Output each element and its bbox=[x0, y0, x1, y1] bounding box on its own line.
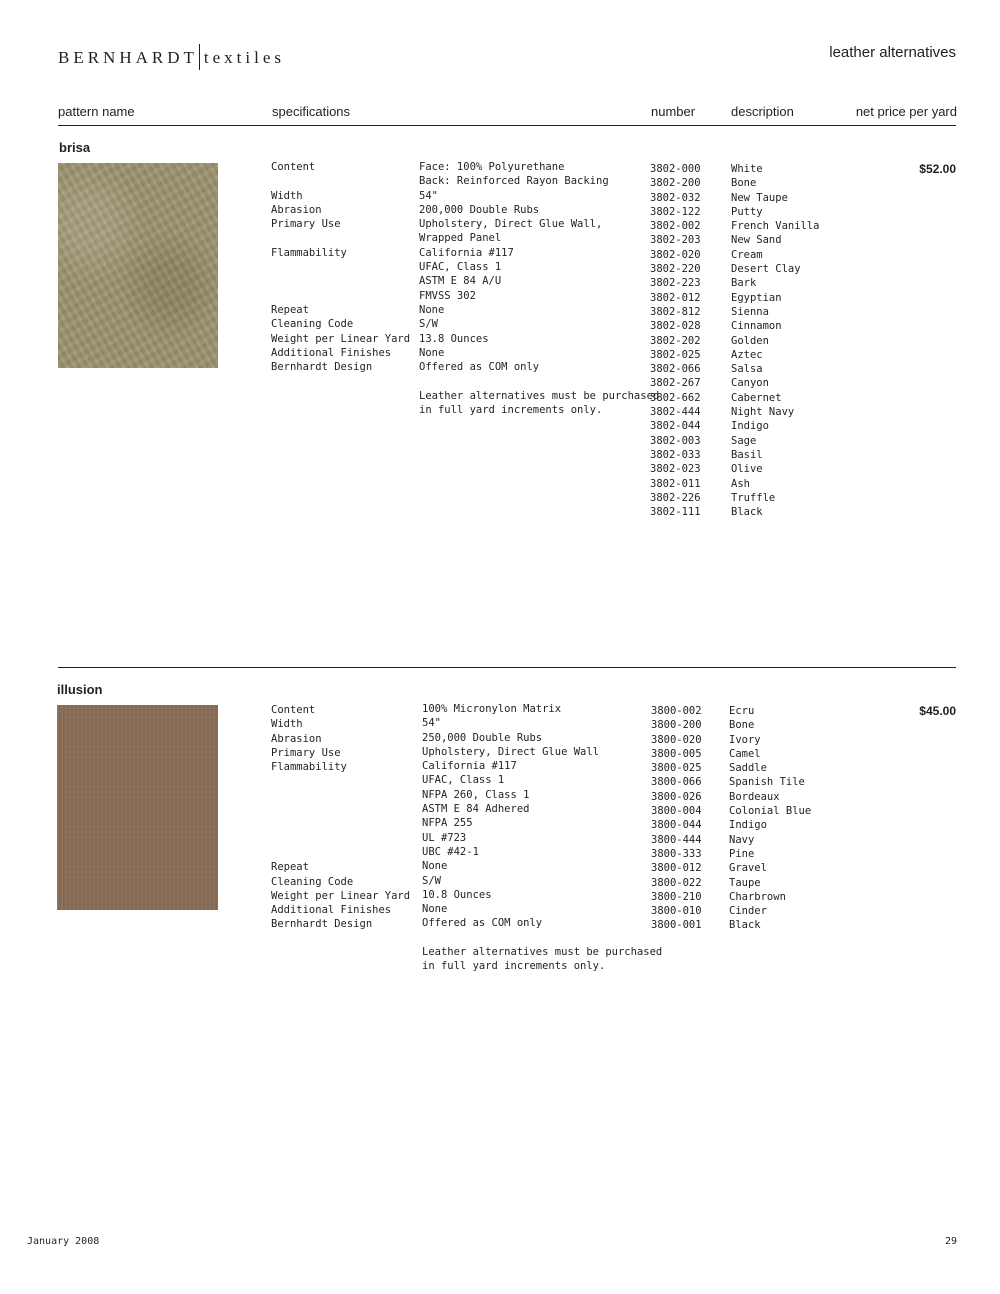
spec-value-item: Face: 100% Polyurethane bbox=[419, 161, 565, 173]
spec-label-item: Width bbox=[271, 718, 303, 731]
spec-value-item: Back: Reinforced Rayon Backing bbox=[419, 175, 609, 188]
color-number-item: 3802-111 bbox=[650, 506, 701, 519]
color-number-item: 3802-012 bbox=[650, 291, 701, 304]
spec-value-item bbox=[422, 931, 662, 945]
spec-label-item bbox=[271, 803, 410, 817]
spec-label-item: Primary Use bbox=[271, 746, 341, 759]
spec-value-item: None bbox=[419, 346, 445, 359]
color-number-item: 3802-444 bbox=[650, 406, 701, 419]
spec-label-item: Weight per Linear Yard bbox=[271, 332, 411, 345]
color-description-item: White bbox=[731, 163, 763, 175]
spec-label-item bbox=[271, 789, 410, 803]
spec-value-item: 10.8 Ounces bbox=[422, 888, 492, 901]
color-description-item: Cream bbox=[731, 248, 763, 261]
color-number-item: 3800-012 bbox=[651, 862, 702, 875]
color-number-item: 3802-267 bbox=[650, 377, 701, 390]
spec-label-item: Content bbox=[271, 161, 316, 173]
column-header-specifications: specifications bbox=[272, 104, 351, 119]
spec-value-item: in full yard increments only. bbox=[422, 960, 606, 973]
spec-value-item: Offered as COM only bbox=[419, 361, 540, 374]
footer-date: January 2008 bbox=[27, 1236, 100, 1247]
net-price: $45.00 bbox=[919, 704, 956, 718]
color-number-item: 3802-002 bbox=[650, 220, 701, 233]
color-description-item: Colonial Blue bbox=[729, 805, 812, 818]
color-description-item: Putty bbox=[731, 205, 763, 218]
color-description-item: Sage bbox=[731, 434, 757, 447]
color-description-item: Ecru bbox=[729, 705, 755, 717]
spec-labels bbox=[271, 160, 410, 374]
color-number-item: 3802-032 bbox=[650, 191, 701, 204]
spec-value-item: 200,000 Double Rubs bbox=[419, 203, 540, 216]
column-header-description: description bbox=[731, 104, 794, 119]
color-description-item: Bordeaux bbox=[729, 790, 780, 803]
brand-name: BERNHARDT bbox=[58, 48, 198, 67]
spec-label-item bbox=[271, 274, 410, 288]
color-number-item: 3800-004 bbox=[651, 805, 702, 818]
color-description-item: New Sand bbox=[731, 234, 782, 247]
color-numbers bbox=[650, 162, 701, 519]
color-description-item: Cinnamon bbox=[731, 320, 782, 333]
color-descriptions bbox=[731, 162, 820, 519]
brand-logo bbox=[58, 44, 285, 70]
color-number-item: 3800-002 bbox=[651, 705, 702, 717]
spec-label-item: Repeat bbox=[271, 861, 309, 874]
color-description-item: Bone bbox=[729, 719, 755, 732]
spec-label-item bbox=[271, 260, 410, 274]
spec-label-item bbox=[271, 832, 410, 846]
color-description-item: Egyptian bbox=[731, 291, 782, 304]
color-number-item: 3800-210 bbox=[651, 890, 702, 903]
spec-value-item: None bbox=[422, 860, 448, 873]
spec-value-item: 54" bbox=[422, 717, 441, 730]
color-number-item: 3802-044 bbox=[650, 420, 701, 433]
color-description-item: Salsa bbox=[731, 363, 763, 376]
color-description-item: Navy bbox=[729, 833, 755, 846]
color-numbers bbox=[651, 704, 702, 933]
color-description-item: Night Navy bbox=[731, 406, 795, 419]
net-price: $52.00 bbox=[919, 162, 956, 176]
spec-value-item bbox=[419, 374, 659, 388]
spec-label-item bbox=[271, 846, 410, 860]
color-number-item: 3802-203 bbox=[650, 234, 701, 247]
spec-value-item: California #117 bbox=[422, 760, 517, 773]
spec-label-item: Abrasion bbox=[271, 203, 322, 216]
color-description-item: Bark bbox=[731, 277, 757, 290]
section-divider bbox=[58, 667, 956, 668]
color-number-item: 3802-202 bbox=[650, 334, 701, 347]
color-number-item: 3800-333 bbox=[651, 847, 702, 860]
color-description-item: Cabernet bbox=[731, 391, 782, 404]
color-description-item: Black bbox=[731, 506, 763, 519]
spec-value-item: S/W bbox=[422, 874, 441, 887]
spec-value-item: UFAC, Class 1 bbox=[422, 774, 505, 787]
color-description-item: Sienna bbox=[731, 305, 769, 318]
color-number-item: 3802-033 bbox=[650, 448, 701, 461]
color-number-item: 3800-025 bbox=[651, 762, 702, 775]
spec-value-item: UL #723 bbox=[422, 831, 467, 844]
color-number-item: 3802-025 bbox=[650, 348, 701, 361]
spec-value-item: Offered as COM only bbox=[422, 917, 543, 930]
color-number-item: 3800-001 bbox=[651, 919, 702, 932]
color-number-item: 3802-200 bbox=[650, 177, 701, 190]
column-header-pattern-name: pattern name bbox=[58, 104, 135, 119]
spec-value-item: UBC #42-1 bbox=[422, 845, 479, 858]
color-number-item: 3800-005 bbox=[651, 747, 702, 760]
color-description-item: Black bbox=[729, 919, 761, 932]
spec-value-item: 54" bbox=[419, 189, 438, 202]
color-description-item: New Taupe bbox=[731, 191, 788, 204]
spec-label-item bbox=[271, 289, 410, 303]
spec-label-item: Weight per Linear Yard bbox=[271, 889, 411, 902]
color-description-item: Ash bbox=[731, 477, 750, 490]
color-number-item: 3802-223 bbox=[650, 277, 701, 290]
spec-label-item: Cleaning Code bbox=[271, 875, 354, 888]
spec-label-item: Content bbox=[271, 704, 316, 716]
color-description-item: Ivory bbox=[729, 733, 761, 746]
color-number-item: 3802-028 bbox=[650, 320, 701, 333]
spec-label-item: Bernhardt Design bbox=[271, 918, 373, 931]
fabric-swatch-image bbox=[57, 705, 218, 910]
brand-division: textiles bbox=[203, 48, 286, 67]
color-number-item: 3802-023 bbox=[650, 463, 701, 476]
spec-value-item: 13.8 Ounces bbox=[419, 332, 489, 345]
spec-value-item: S/W bbox=[419, 318, 438, 331]
spec-label-item bbox=[271, 774, 410, 788]
color-number-item: 3802-812 bbox=[650, 305, 701, 318]
spec-label-item: Cleaning Code bbox=[271, 318, 354, 331]
spec-value-item: Wrapped Panel bbox=[419, 232, 502, 245]
color-description-item: Gravel bbox=[729, 862, 767, 875]
spec-label-item: Flammability bbox=[271, 761, 347, 774]
color-description-item: Golden bbox=[731, 334, 769, 347]
spec-label-item: Bernhardt Design bbox=[271, 361, 373, 374]
spec-value-item: NFPA 255 bbox=[422, 817, 473, 830]
column-header-number: number bbox=[651, 104, 696, 119]
color-description-item: Charbrown bbox=[729, 890, 786, 903]
spec-value-item: California #117 bbox=[419, 246, 514, 259]
color-number-item: 3802-220 bbox=[650, 263, 701, 276]
fabric-swatch-image bbox=[58, 163, 218, 368]
color-description-item: Canyon bbox=[731, 377, 769, 390]
spec-value-item: None bbox=[419, 303, 445, 316]
color-number-item: 3802-662 bbox=[650, 391, 701, 404]
color-description-item: Basil bbox=[731, 448, 763, 461]
color-description-item: Bone bbox=[731, 177, 757, 190]
color-description-item: Aztec bbox=[731, 348, 763, 361]
spec-value-item: UFAC, Class 1 bbox=[419, 261, 502, 274]
spec-label-item: Flammability bbox=[271, 246, 347, 259]
color-number-item: 3800-026 bbox=[651, 790, 702, 803]
color-description-item: Indigo bbox=[729, 819, 767, 832]
spec-value-item: None bbox=[422, 903, 448, 916]
color-descriptions bbox=[729, 704, 811, 933]
spec-value-item: ASTM E 84 Adhered bbox=[422, 803, 530, 816]
color-description-item: Olive bbox=[731, 463, 763, 476]
column-header-price: net price per yard bbox=[855, 104, 957, 119]
spec-value-item: 100% Micronylon Matrix bbox=[422, 703, 562, 715]
color-number-item: 3800-020 bbox=[651, 733, 702, 746]
spec-values bbox=[422, 702, 662, 974]
color-number-item: 3802-066 bbox=[650, 363, 701, 376]
page-number: 29 bbox=[944, 1236, 957, 1247]
color-number-item: 3802-011 bbox=[650, 477, 701, 490]
color-number-item: 3802-020 bbox=[650, 248, 701, 261]
pattern-name: brisa bbox=[59, 140, 91, 155]
header-rule bbox=[58, 125, 956, 126]
color-number-item: 3802-000 bbox=[650, 163, 701, 175]
spec-label-item: Repeat bbox=[271, 303, 309, 316]
spec-value-item: NFPA 260, Class 1 bbox=[422, 788, 530, 801]
color-description-item: Camel bbox=[729, 747, 761, 760]
color-description-item: Indigo bbox=[731, 420, 769, 433]
spec-label-item: Width bbox=[271, 189, 303, 202]
color-number-item: 3802-003 bbox=[650, 434, 701, 447]
color-description-item: Saddle bbox=[729, 762, 767, 775]
color-number-item: 3800-022 bbox=[651, 876, 702, 889]
color-description-item: Cinder bbox=[729, 905, 767, 918]
color-number-item: 3802-122 bbox=[650, 205, 701, 218]
spec-value-item: Upholstery, Direct Glue Wall, bbox=[419, 218, 603, 231]
color-number-item: 3802-226 bbox=[650, 491, 701, 504]
color-description-item: Desert Clay bbox=[731, 263, 801, 276]
pattern-name: illusion bbox=[57, 682, 103, 697]
color-description-item: Taupe bbox=[729, 876, 761, 889]
color-description-item: French Vanilla bbox=[731, 220, 820, 233]
brand-divider bbox=[199, 44, 200, 70]
spec-label-item bbox=[271, 817, 410, 831]
spec-label-item: Additional Finishes bbox=[271, 904, 392, 917]
color-number-item: 3800-066 bbox=[651, 776, 702, 789]
spec-label-item bbox=[271, 231, 410, 245]
spec-value-item: FMVSS 302 bbox=[419, 289, 476, 302]
spec-label-item: Additional Finishes bbox=[271, 346, 392, 359]
spec-values bbox=[419, 160, 659, 417]
spec-labels bbox=[271, 703, 410, 932]
color-number-item: 3800-044 bbox=[651, 819, 702, 832]
color-description-item: Pine bbox=[729, 847, 755, 860]
color-number-item: 3800-010 bbox=[651, 905, 702, 918]
spec-value-item: Leather alternatives must be purchased bbox=[422, 946, 663, 959]
spec-value-item: 250,000 Double Rubs bbox=[422, 731, 543, 744]
spec-label-item bbox=[271, 174, 410, 188]
spec-value-item: Leather alternatives must be purchased bbox=[419, 389, 660, 402]
spec-label-item: Primary Use bbox=[271, 218, 341, 231]
spec-value-item: in full yard increments only. bbox=[419, 404, 603, 417]
color-number-item: 3800-444 bbox=[651, 833, 702, 846]
document-title: leather alternatives bbox=[829, 44, 956, 61]
color-number-item: 3800-200 bbox=[651, 719, 702, 732]
spec-value-item: Upholstery, Direct Glue Wall bbox=[422, 745, 600, 758]
color-description-item: Truffle bbox=[731, 491, 776, 504]
color-description-item: Spanish Tile bbox=[729, 776, 805, 789]
spec-label-item: Abrasion bbox=[271, 732, 322, 745]
spec-value-item: ASTM E 84 A/U bbox=[419, 275, 502, 288]
